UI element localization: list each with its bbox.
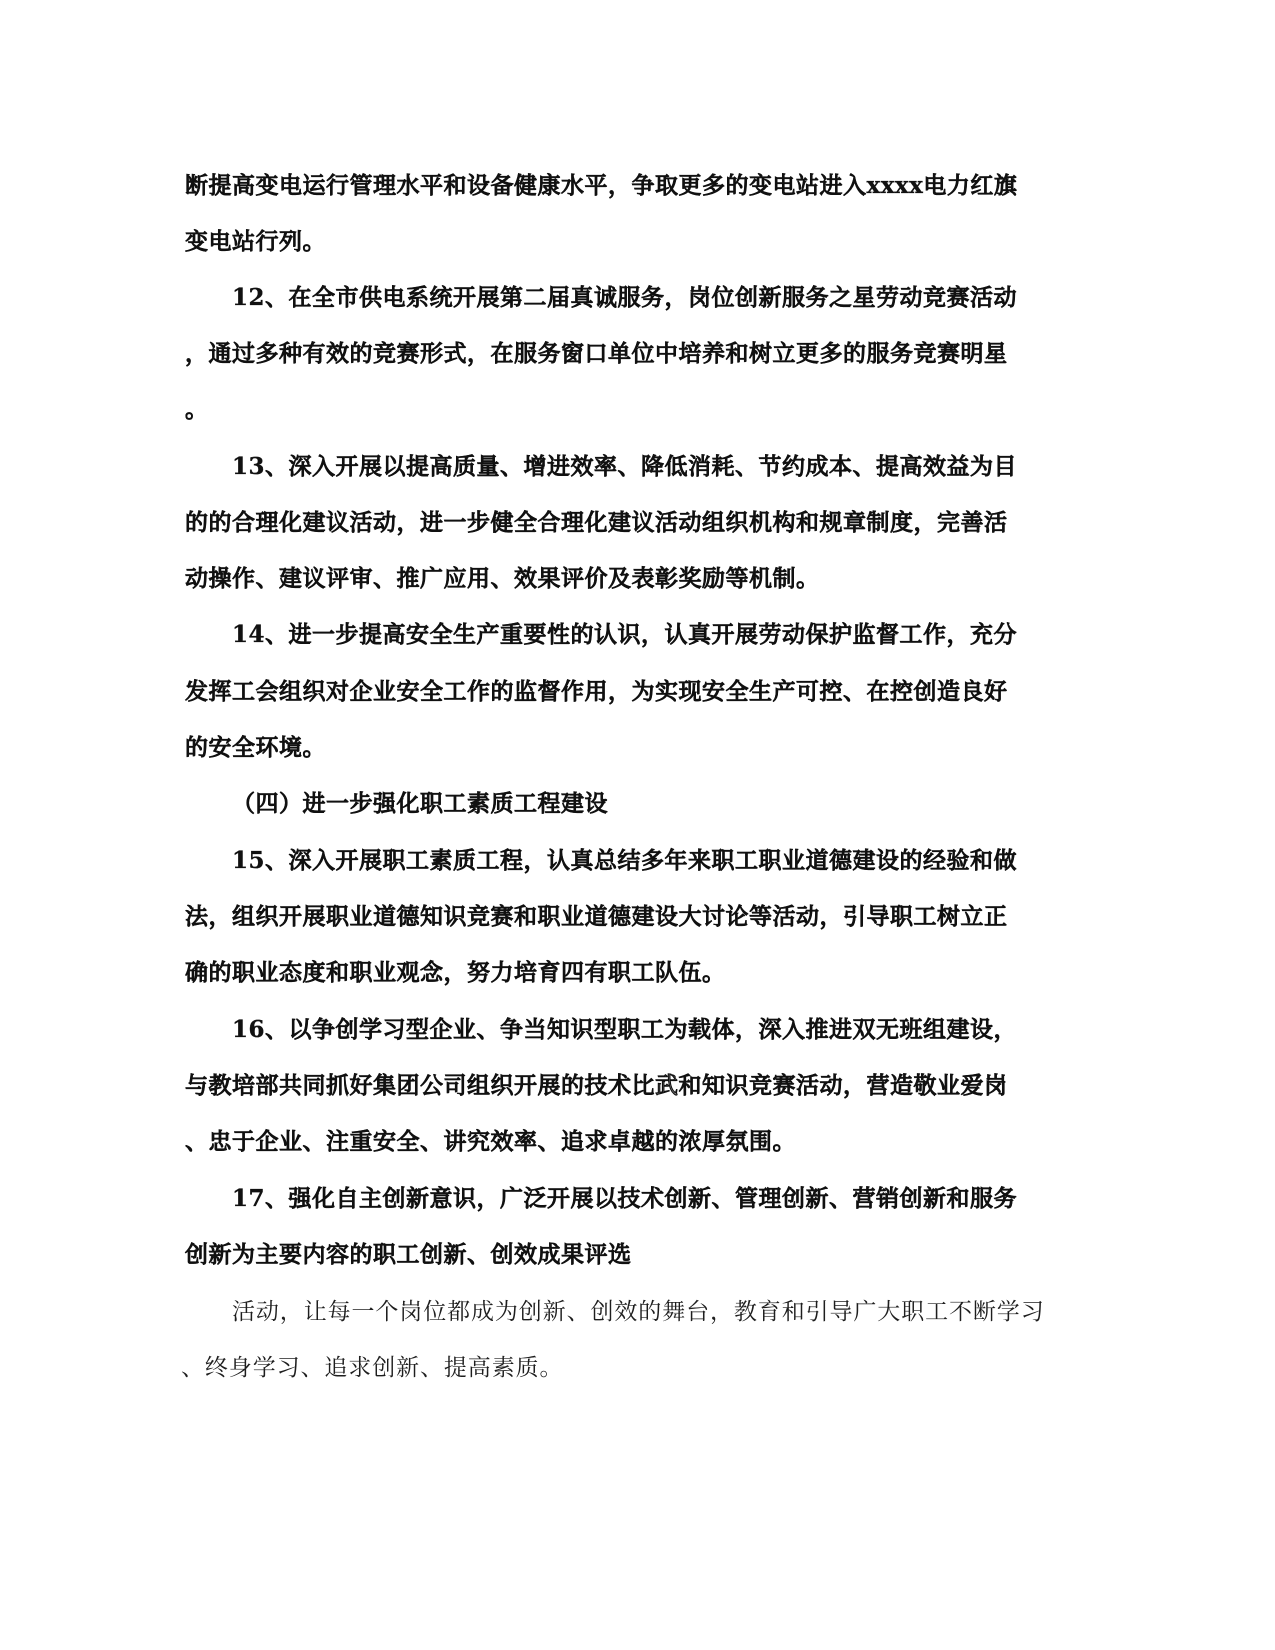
text-line: 的安全环境。 bbox=[185, 734, 326, 761]
text-line: 、忠于企业、注重安全、讲究效率、追求卓越的浓厚氛围。 bbox=[185, 1128, 796, 1155]
text-line: 。 bbox=[185, 396, 209, 423]
text-line: 发挥工会组织对企业安全工作的监督作用，为实现安全生产可控、在控创造良好 bbox=[185, 678, 1008, 705]
text-line: 、终身学习、追求创新、提高素质。 bbox=[181, 1355, 564, 1381]
text-line: 创新为主要内容的职工创新、创效成果评选 bbox=[185, 1241, 632, 1268]
text-line: 17、强化自主创新意识，广泛开展以技术创新、管理创新、营销创新和服务 bbox=[232, 1185, 1018, 1212]
text-line: 12、在全市供电系统开展第二届真诚服务，岗位创新服务之星劳动竞赛活动 bbox=[232, 284, 1018, 311]
text-line: 13、深入开展以提高质量、增进效率、降低消耗、节约成本、提高效益为目 bbox=[232, 453, 1018, 480]
text-line: 断提高变电运行管理水平和设备健康水平，争取更多的变电站进入xxxx电力红旗 bbox=[185, 172, 1018, 199]
text-line: 变电站行列。 bbox=[185, 228, 326, 255]
text-line: 法，组织开展职业道德知识竞赛和职业道德建设大讨论等活动，引导职工树立正 bbox=[185, 903, 1008, 930]
text-line: 活动，让每一个岗位都成为创新、创效的舞台，教育和引导广大职工不断学习 bbox=[232, 1299, 1045, 1325]
text-line: 14、进一步提高安全生产重要性的认识，认真开展劳动保护监督工作，充分 bbox=[232, 621, 1018, 648]
text-line: 动操作、建议评审、推广应用、效果评价及表彰奖励等机制。 bbox=[185, 565, 820, 592]
text-line: 15、深入开展职工素质工程，认真总结多年来职工职业道德建设的经验和做 bbox=[232, 847, 1018, 874]
text-line: ，通过多种有效的竞赛形式，在服务窗口单位中培养和树立更多的服务竞赛明星 bbox=[185, 340, 1008, 367]
text-line: 确的职业态度和职业观念，努力培育四有职工队伍。 bbox=[185, 959, 726, 986]
text-line: 16、以争创学习型企业、争当知识型职工为载体，深入推进双无班组建设， bbox=[232, 1016, 1018, 1043]
section-heading: （四）进一步强化职工素质工程建设 bbox=[232, 790, 608, 817]
text-segment: 和知识竞赛活动，营造敬业爱岗 bbox=[678, 1072, 1008, 1099]
text-line: 的的合理化建议活动，进一步健全合理化建议活动组织机构和规章制度，完善活 bbox=[185, 509, 1008, 536]
text-segment: 与教培部共同抓好集团公司组织开展的技术比 bbox=[185, 1072, 655, 1099]
faded-character: 武 bbox=[655, 1072, 679, 1099]
text-line bbox=[185, 1071, 1008, 1101]
